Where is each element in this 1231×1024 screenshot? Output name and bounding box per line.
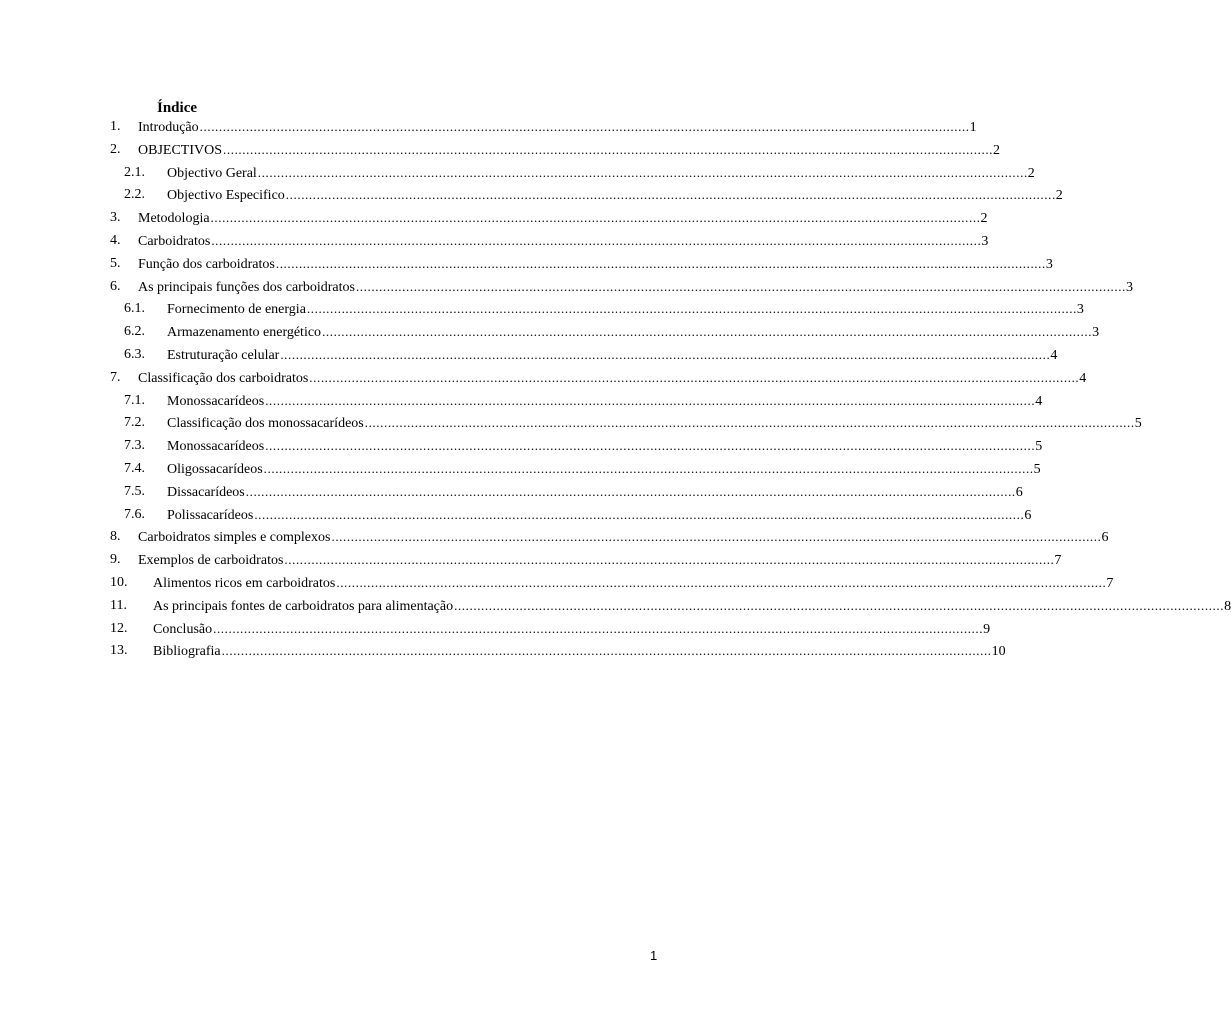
- toc-entry-body: [153, 640, 1006, 664]
- toc-entry-text[interactable]: Armazenamento energético: [167, 325, 322, 341]
- toc-title: Índice: [157, 100, 198, 116]
- toc-dot-leader: ........................................................................................................................................................................................................: [355, 278, 1126, 294]
- toc-entry-text[interactable]: OBJECTIVOS: [138, 142, 223, 158]
- toc-entry[interactable]: [0, 184, 1063, 207]
- toc-entry-body: [167, 162, 1035, 186]
- toc-dot-leader: ........................................................................................................................................................................................................: [223, 141, 994, 157]
- toc-entry-body: [138, 526, 1109, 550]
- toc-entry-body: [167, 298, 1084, 322]
- toc-entry-number: 11.: [110, 597, 127, 613]
- toc-entry-number: 7.3.: [124, 438, 145, 454]
- toc-entry-text[interactable]: Objectivo Especifico: [167, 188, 285, 204]
- toc-entry-page: 4: [1079, 370, 1087, 386]
- toc-dot-leader: ........................................................................................................................................................................................................: [257, 164, 1028, 180]
- toc-dot-leader: ........................................................................................................................................................................................................: [199, 119, 970, 134]
- toc-entry-body: [167, 481, 1023, 505]
- toc-entry-number: 12.: [110, 620, 128, 636]
- toc-entry-number: 5.: [110, 255, 121, 271]
- toc-entry-number: 6.: [110, 278, 121, 294]
- toc-entry[interactable]: [0, 618, 991, 641]
- toc-entry-text[interactable]: Conclusão: [153, 621, 213, 637]
- toc-entry-body: [167, 184, 1063, 208]
- toc-dot-leader: ........................................................................................................................................................................................................: [213, 620, 984, 636]
- toc-entry-body: [167, 412, 1142, 436]
- toc-entry[interactable]: [0, 572, 1114, 595]
- toc-entry-body: [138, 276, 1133, 300]
- toc-entry[interactable]: [0, 116, 977, 139]
- toc-entry[interactable]: [0, 481, 1023, 504]
- toc-dot-leader: ........................................................................................................................................................................................................: [322, 324, 1093, 340]
- toc-entry-page: 6: [1015, 484, 1023, 500]
- toc-dot-leader: ........................................................................................................................................................................................................: [263, 460, 1034, 476]
- toc-entry-number: 9.: [110, 552, 121, 568]
- toc-entry-body: [167, 344, 1058, 368]
- toc-entry-body: [138, 367, 1087, 391]
- toc-entry-text[interactable]: Alimentos ricos em carboidratos: [153, 575, 336, 591]
- toc-dot-leader: ........................................................................................................................................................................................................: [275, 255, 1046, 271]
- toc-entry-page: 2: [980, 211, 988, 227]
- toc-dot-leader: ........................................................................................................................................................................................................: [306, 301, 1077, 317]
- toc-entry[interactable]: [0, 595, 1231, 618]
- toc-entry-body: [167, 390, 1043, 414]
- toc-entry-text[interactable]: Bibliografia: [153, 644, 221, 660]
- toc-entry-body: [138, 253, 1053, 277]
- toc-dot-leader: ........................................................................................................................................................................................................: [245, 483, 1016, 499]
- toc-entry-page: 4: [1035, 393, 1043, 409]
- toc-entry-body: [138, 116, 977, 140]
- toc-entry-text[interactable]: Polissacarídeos: [167, 507, 254, 523]
- toc-entry-text[interactable]: Monossacarídeos: [167, 393, 265, 409]
- toc-entry-page: 3: [1045, 256, 1053, 272]
- toc-entry-text[interactable]: Carboidratos simples e complexos: [138, 530, 331, 546]
- toc-entry-number: 7.1.: [124, 392, 145, 408]
- toc-entry-number: 2.: [110, 141, 121, 157]
- toc-entry-number: 2.1.: [124, 164, 145, 180]
- toc-dot-leader: ........................................................................................................................................................................................................: [309, 369, 1080, 385]
- toc-entry-text[interactable]: Metodologia: [138, 211, 210, 227]
- toc-entry-page: 4: [1050, 347, 1058, 363]
- toc-entry[interactable]: [0, 344, 1058, 367]
- toc-entry-number: 10.: [110, 574, 128, 590]
- toc-entry-body: [167, 504, 1032, 528]
- toc-entry[interactable]: [0, 321, 1100, 344]
- toc-entry-text[interactable]: Classificação dos carboidratos: [138, 370, 309, 386]
- toc-dot-leader: ........................................................................................................................................................................................................: [265, 438, 1036, 454]
- toc-entry-text[interactable]: Função dos carboidratos: [138, 256, 275, 272]
- toc-entry-page: 5: [1033, 461, 1041, 477]
- toc-entry-text[interactable]: Carboidratos: [138, 233, 211, 249]
- toc-entry-text[interactable]: Exemplos de carboidratos: [138, 553, 284, 569]
- toc-entry-page: 9: [983, 621, 991, 637]
- toc-dot-leader: ........................................................................................................................................................................................................: [336, 574, 1107, 590]
- toc-entry-text[interactable]: As principais funções dos carboidratos: [138, 279, 355, 295]
- toc-entry-number: 6.2.: [124, 324, 145, 340]
- toc-entry-text[interactable]: Oligossacarídeos: [167, 461, 263, 477]
- toc-entry-body: [167, 321, 1100, 345]
- toc-entry-number: 7.4.: [124, 460, 145, 476]
- toc-dot-leader: ........................................................................................................................................................................................................: [454, 597, 1225, 613]
- toc-dot-leader: ........................................................................................................................................................................................................: [211, 232, 982, 248]
- toc-dot-leader: ........................................................................................................................................................................................................: [284, 552, 1055, 568]
- toc-entry[interactable]: [0, 504, 1032, 527]
- toc-entry[interactable]: [0, 298, 1084, 321]
- toc-entry-body: [138, 207, 988, 231]
- toc-entry-text[interactable]: Introdução: [138, 120, 199, 135]
- toc-dot-leader: ........................................................................................................................................................................................................: [285, 187, 1056, 203]
- toc-entry-page: 3: [1092, 325, 1100, 341]
- toc-entry-text[interactable]: Estruturação celular: [167, 347, 280, 363]
- toc-entry[interactable]: [0, 412, 1142, 435]
- toc-entry[interactable]: [0, 367, 1087, 390]
- toc-entry-number: 13.: [110, 643, 128, 659]
- toc-entry-page: 5: [1035, 439, 1043, 455]
- toc-entry-body: [153, 618, 991, 642]
- toc-entry-number: 4.: [110, 232, 121, 248]
- toc-entry[interactable]: [0, 230, 989, 253]
- toc-dot-leader: ........................................................................................................................................................................................................: [364, 415, 1135, 431]
- toc-entry-body: [138, 230, 989, 254]
- toc-dot-leader: ........................................................................................................................................................................................................: [280, 346, 1051, 362]
- toc-entry-number: 2.2.: [124, 187, 145, 203]
- toc-entry[interactable]: [0, 162, 1035, 185]
- toc-entry-page: 2: [1027, 165, 1035, 181]
- toc-entry-text[interactable]: Fornecimento de energia: [167, 302, 306, 318]
- toc-entry-text[interactable]: Dissacarídeos: [167, 484, 245, 500]
- toc-dot-leader: ........................................................................................................................................................................................................: [331, 529, 1102, 545]
- toc-entry-text[interactable]: Classificação dos monossacarídeos: [167, 416, 364, 432]
- toc-entry-page: 7: [1054, 553, 1062, 569]
- toc-dot-leader: ........................................................................................................................................................................................................: [254, 506, 1025, 522]
- toc-entry-body: [138, 139, 1001, 163]
- toc-entry-number: 6.1.: [124, 301, 145, 317]
- toc-entry[interactable]: [0, 390, 1043, 413]
- toc-entry-number: 1.: [110, 119, 121, 134]
- toc-entry-page: 7: [1106, 575, 1114, 591]
- toc-entry-page: 3: [1076, 302, 1084, 318]
- toc-entry[interactable]: [0, 253, 1053, 276]
- toc-entry-page: 8: [1224, 598, 1231, 614]
- toc-entry-body: [153, 595, 1231, 619]
- toc-entry-text[interactable]: Monossacarídeos: [167, 439, 265, 455]
- toc-entry[interactable]: [0, 549, 1062, 572]
- toc-entry-body: [138, 549, 1062, 573]
- toc-entry-page: 2: [1055, 188, 1063, 204]
- toc-entry-number: 7.6.: [124, 506, 145, 522]
- toc-entry[interactable]: [0, 640, 1006, 663]
- toc-list: [0, 116, 1231, 663]
- toc-entry-text[interactable]: Objectivo Geral: [167, 165, 257, 181]
- toc-entry-number: 3.: [110, 210, 121, 226]
- toc-entry[interactable]: [0, 435, 1043, 458]
- toc-entry-page: 6: [1101, 530, 1109, 546]
- toc-entry-page: 6: [1024, 507, 1032, 523]
- toc-entry-body: [167, 458, 1041, 482]
- page-number: 1: [650, 948, 658, 963]
- toc-entry-page: 2: [993, 142, 1001, 158]
- toc-dot-leader: ........................................................................................................................................................................................................: [210, 210, 981, 226]
- toc-entry[interactable]: [0, 276, 1133, 299]
- toc-entry-page: 1: [969, 120, 977, 135]
- toc-entry-page: 5: [1134, 416, 1142, 432]
- toc-dot-leader: ........................................................................................................................................................................................................: [265, 392, 1036, 408]
- toc-entry-page: 3: [981, 233, 989, 249]
- toc-entry-body: [167, 435, 1043, 459]
- toc-entry-page: 3: [1125, 279, 1133, 295]
- toc-entry-text[interactable]: As principais fontes de carboidratos para alimentação: [153, 598, 454, 614]
- toc-entry[interactable]: [0, 207, 988, 230]
- toc-entry[interactable]: [0, 139, 1001, 162]
- toc-entry-number: 7.: [110, 369, 121, 385]
- toc-entry-number: 7.5.: [124, 483, 145, 499]
- toc-entry-number: 7.2.: [124, 415, 145, 431]
- toc-entry[interactable]: [0, 526, 1109, 549]
- toc-entry-body: [153, 572, 1114, 596]
- toc-entry-number: 6.3.: [124, 346, 145, 362]
- toc-dot-leader: ........................................................................................................................................................................................................: [221, 643, 992, 659]
- toc-entry-page: 10: [991, 644, 1006, 660]
- toc-entry-number: 8.: [110, 529, 121, 545]
- toc-entry[interactable]: [0, 458, 1041, 481]
